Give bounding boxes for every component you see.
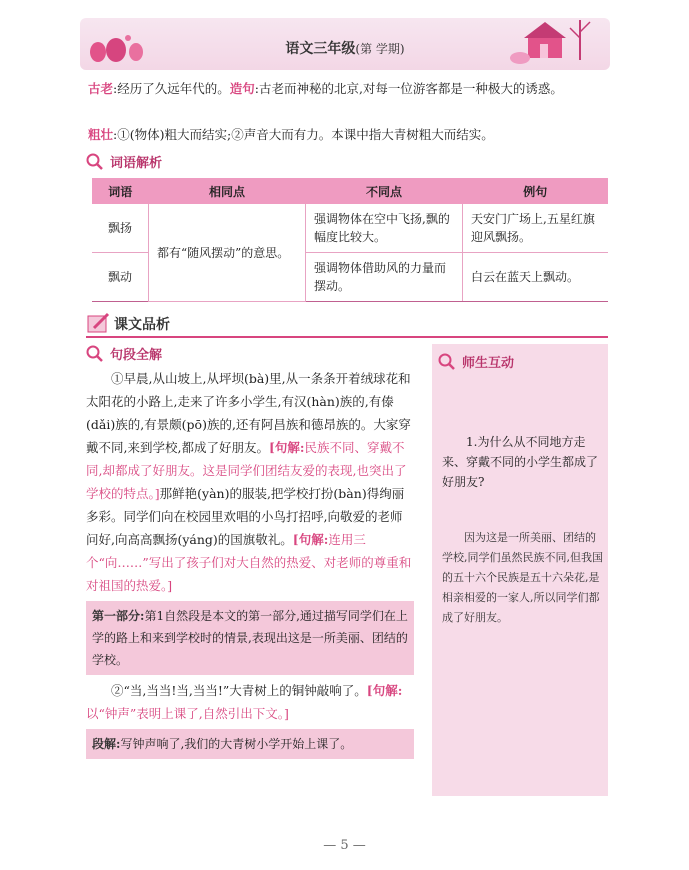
table-row: 飘动 强调物体借助风的力量而摆动。 白云在蓝天上飘动。 <box>92 253 608 302</box>
flower-decoration-icon <box>86 32 156 62</box>
magnifier-icon <box>438 353 456 371</box>
lesson-banner: 课文品析 <box>86 310 608 338</box>
table-row: 飘扬 都有“随风摆动”的意思。 强调物体在空中飞扬,飘的幅度比较大。 天安门广场上,五星红旗迎风飘扬。 <box>92 204 608 253</box>
magnifier-icon <box>86 153 104 171</box>
page-number: — 5 — <box>323 838 366 853</box>
pencil-book-icon <box>86 310 112 336</box>
word-analysis-table <box>92 178 608 302</box>
interaction-heading: 师生互动 <box>438 352 608 371</box>
column-header: 词语 <box>92 178 149 204</box>
part-one-summary: 第一部分:第1自然段是本文的第一部分,通过描写同学们在上学的路上和来到学校时的情景,表现出这是一所美丽、团结的学校。 <box>86 601 414 675</box>
paragraph-2: ②“当,当当!当,当当!”大青树上的铜钟敲响了。[句解:以“钟声”表明上课了,自然引出下文。] <box>86 683 403 721</box>
sentence-analysis-heading: 句段全解 <box>86 344 414 363</box>
magnifier-icon <box>86 345 104 363</box>
column-header: 例句 <box>463 178 609 204</box>
paragraph-summary: 段解:写钟声响了,我们的大青树小学开始上课了。 <box>86 729 414 759</box>
sentence-analysis-column <box>86 344 414 763</box>
column-header: 相同点 <box>149 178 306 204</box>
glossary-gulao: 古老:经历了久远年代的。造句:古老而神秘的北京,对每一位游客都是一种极大的诱惑。 <box>88 81 563 96</box>
house-tree-decoration-icon <box>510 10 600 66</box>
header-title: 语文三年级(第 学期) <box>285 41 405 57</box>
answer-text: 因为这是一所美丽、团结的学校,同学们虽然民族不同,但我国的五十六个民族是五十六朵花,是相亲相爱的一家人,所以同学们都成了好朋友。 <box>442 531 603 624</box>
glossary-cuzhuang: 粗壮:①(物体)粗大而结实;②声音大而有力。本课中指大青树粗大而结实。 <box>88 127 494 142</box>
paragraph-1: ①早晨,从山坡上,从坪坝(bà)里,从一条条开着绒球花和太阳花的小路上,走来了许多小学生,有汉(hàn)族的,有傣(dǎi)族的,有景颇(pō)族的,还有阿昌族和德昂族的。大家穿戴不同,来到学校,都成了好朋友。[句解:民族不同、穿戴不同,却都成了好朋友。这是同学们团结友爱的表现,也突出了学校的特点。]那鲜艳(yàn)的服装,把学校打扮(bàn)得绚丽多彩。同学们向在校园里欢唱的小鸟打招呼,向敬爱的老师问好,向高高飘扬(yáng)的国旗敬礼。[句解:连用三个“向……”写出了孩子们对大自然的热爱、对老师的尊重和对祖国的热爱。] <box>86 371 412 593</box>
column-header: 不同点 <box>306 178 463 204</box>
question-text: 1.为什么从不同地方走来、穿戴不同的小学生都成了好朋友? <box>442 435 599 489</box>
word-analysis-heading: 词语解析 <box>86 152 162 171</box>
teacher-student-interaction-panel <box>432 344 608 796</box>
